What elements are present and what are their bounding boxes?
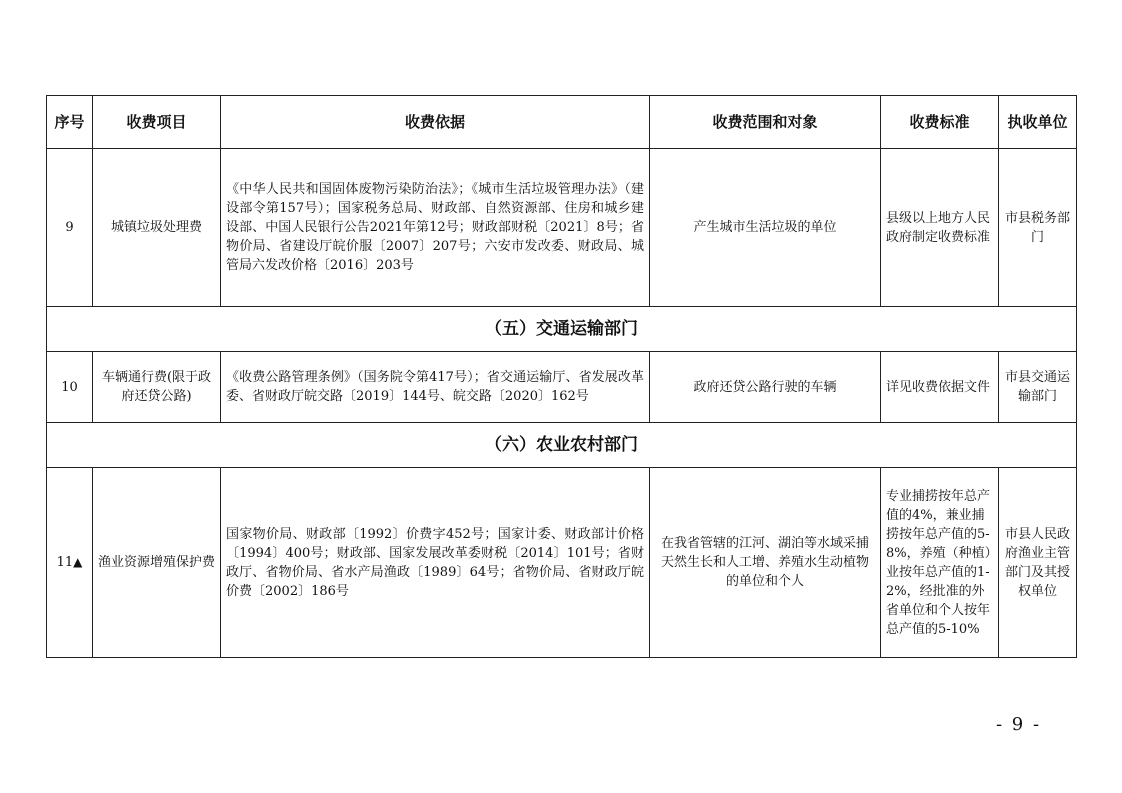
row-no-value: 11 [56,555,74,570]
header-no: 序号 [47,96,93,149]
section-title-agriculture: （六）农业农村部门 [47,423,1077,468]
row-basis: 《收费公路管理条例》（国务院令第417号）；省交通运输厅、省发展改革委、省财政厅皖交路〔2019〕144号、皖交路〔2020〕162号 [221,352,650,423]
row-unit: 市县税务部门 [999,149,1077,307]
row-unit: 市县交通运输部门 [999,352,1077,423]
row-no [47,468,93,658]
header-unit: 执收单位 [999,96,1077,149]
table-row [47,149,1077,307]
row-basis: 《中华人民共和国固体废物污染防治法》；《城市生活垃圾管理办法》（建设部令第157号）；国家税务总局、财政部、自然资源部、住房和城乡建设部、中国人民银行公告2021年第12号；财政部财税〔2021〕8号；省物价局、省建设厅皖价服〔2007〕207号；六安市发改委、财政局、城管局六发改价格〔2016〕203号 [221,149,650,307]
section-row [47,307,1077,352]
row-basis: 国家物价局、财政部〔1992〕价费字452号；国家计委、财政部计价格〔1994〕400号；财政部、国家发展改革委财税〔2014〕101号；省财政厅、省物价局、省水产局渔政〔1989〕64号；省物价局、省财政厅皖价费〔2002〕186号 [221,468,650,658]
header-item: 收费项目 [93,96,221,149]
page-number: - 9 - [996,714,1042,735]
row-scope: 在我省管辖的江河、湖泊等水域采捕天然生长和人工增、养殖水生动植物的单位和个人 [650,468,881,658]
row-no: 9 [47,149,93,307]
fee-table [46,95,1077,658]
triangle-mark-icon: ▲ [73,555,83,569]
row-no: 10 [47,352,93,423]
table-header-row [47,96,1077,149]
table-row [47,352,1077,423]
row-scope: 产生城市生活垃圾的单位 [650,149,881,307]
row-item: 渔业资源增殖保护费 [93,468,221,658]
row-standard: 详见收费依据文件 [881,352,999,423]
row-standard: 县级以上地方人民政府制定收费标准 [881,149,999,307]
row-item: 车辆通行费(限于政府还贷公路) [93,352,221,423]
row-unit: 市县人民政府渔业主管部门及其授权单位 [999,468,1077,658]
row-item: 城镇垃圾处理费 [93,149,221,307]
header-basis: 收费依据 [221,96,650,149]
row-standard: 专业捕捞按年总产值的4%，兼业捕捞按年总产值的5-8%，养殖（种植）业按年总产值的1-2%，经批准的外省单位和个人按年总产值的5-10% [881,468,999,658]
section-title-transport: （五）交通运输部门 [47,307,1077,352]
header-standard: 收费标准 [881,96,999,149]
header-scope: 收费范围和对象 [650,96,881,149]
section-row [47,423,1077,468]
row-scope: 政府还贷公路行驶的车辆 [650,352,881,423]
table-row [47,468,1077,658]
